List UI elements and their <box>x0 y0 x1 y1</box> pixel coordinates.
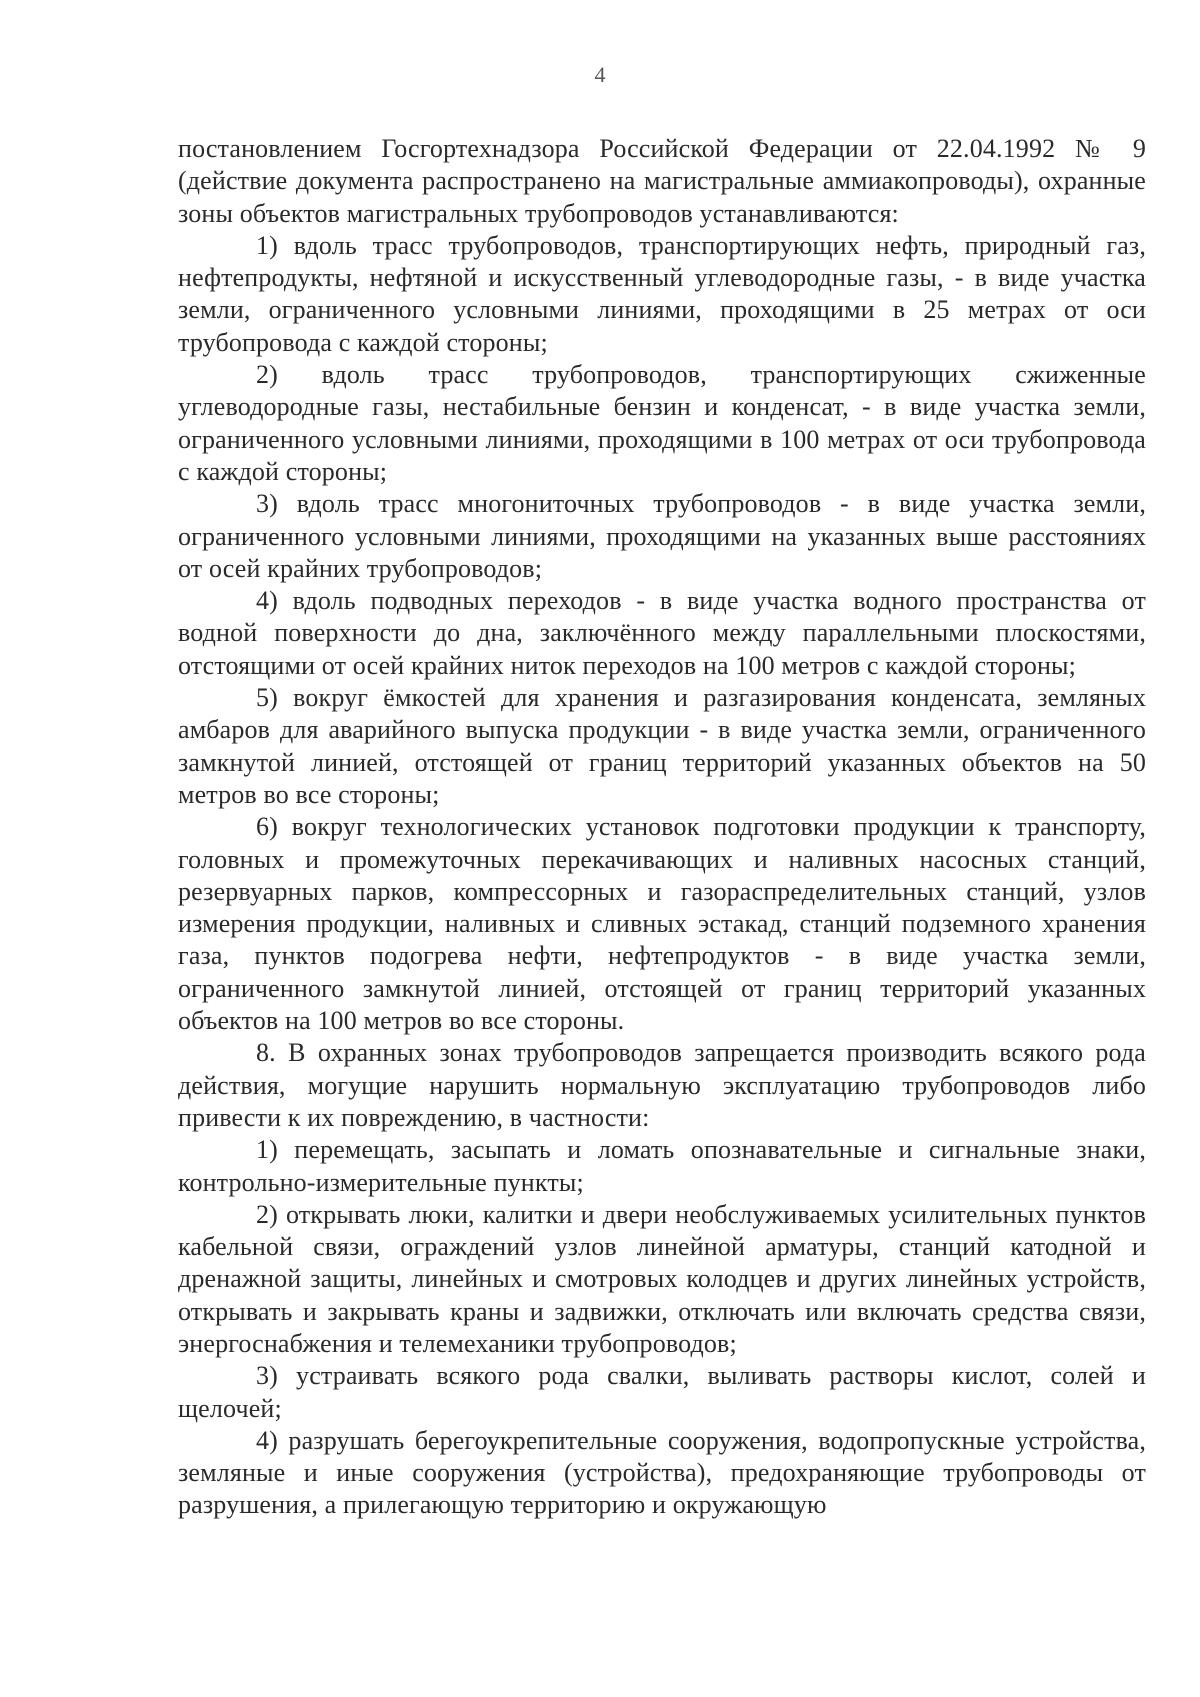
paragraph-item-3: 3) вдоль трасс многониточных трубопроводов - в виде участка земли, ограниченного условными линиями, проходящими на указанных выше расстояниях от осей крайних трубопроводов; <box>178 489 1146 583</box>
paragraph-intro: постановлением Госгортехнадзора Российской Федерации от 22.04.1992 № 9 (действие документа распространено на магистральные аммиакопроводы), охранные зоны объектов магистральных трубопроводов устанавливаются: <box>178 134 1146 228</box>
paragraph-prohibition-3: 3) устраивать всякого рода свалки, выливать растворы кислот, солей и щелочей; <box>178 1361 1146 1423</box>
paragraph-item-5: 5) вокруг ёмкостей для хранения и разгазирования конденсата, земляных амбаров для аварийного выпуска продукции - в виде участка земли, ограниченного замкнутой линией, отстоящей от границ территорий указанных объектов на 50 метров во все стороны; <box>178 683 1146 809</box>
paragraph-item-2: 2) вдоль трасс трубопроводов, транспортирующих сжиженные углеводородные газы, нестабильные бензин и конденсат, - в виде участка земли, ограниченного условными линиями, проходящими в 100 метрах от оси трубопровода с каждой стороны; <box>178 360 1146 486</box>
paragraph-prohibition-2: 2) открывать люки, калитки и двери необслуживаемых усилительных пунктов кабельной связи, ограждений узлов линейной арматуры, станций катодной и дренажной защиты, линейных и смотровых колодцев и других линейных устройств, открывать и закрывать краны и задвижки, отключать или включать средства связи, энергоснабжения и телемеханики трубопроводов; <box>178 1199 1146 1358</box>
page-number: 4 <box>594 62 606 87</box>
paragraph-item-1: 1) вдоль трасс трубопроводов, транспортирующих нефть, природный газ, нефтепродукты, нефтяной и искусственный углеводородные газы, - в виде участка земли, ограниченного условными линиями, проходящими в 25 метрах от оси трубопровода с каждой стороны; <box>178 230 1146 357</box>
paragraph-item-6: 6) вокруг технологических установок подготовки продукции к транспорту, головных и промежуточных перекачивающих и наливных насосных станций, резервуарных парков, компрессорных и газораспределительных станций, узлов измерения продукции, наливных и сливных эстакад, станций подземного хранения газа, пунктов подогрева нефти, нефтепродуктов - в виде участка земли, ограниченного замкнутой линией, отстоящей от границ территорий указанных объектов на 100 метров во все стороны. <box>178 812 1146 1036</box>
document-body <box>178 133 1146 1522</box>
paragraph-section-8: 8. В охранных зонах трубопроводов запрещается производить всякого рода действия, могущие нарушить нормальную эксплуатацию трубопроводов либо привести к их повреждению, в частности: <box>178 1038 1146 1132</box>
paragraph-prohibition-1: 1) перемещать, засыпать и ломать опознавательные и сигнальные знаки, контрольно-измерительные пункты; <box>178 1135 1146 1197</box>
paragraph-prohibition-4: 4) разрушать берегоукрепительные сооружения, водопропускные устройства, земляные и иные сооружения (устройства), предохраняющие трубопроводы от разрушения, а прилегающую территорию и окружающую <box>178 1425 1146 1520</box>
paragraph-item-4: 4) вдоль подводных переходов - в виде участка водного пространства от водной поверхности до дна, заключённого между параллельными плоскостями, отстоящими от осей крайних ниток переходов на 100 метров с каждой стороны; <box>178 586 1146 680</box>
